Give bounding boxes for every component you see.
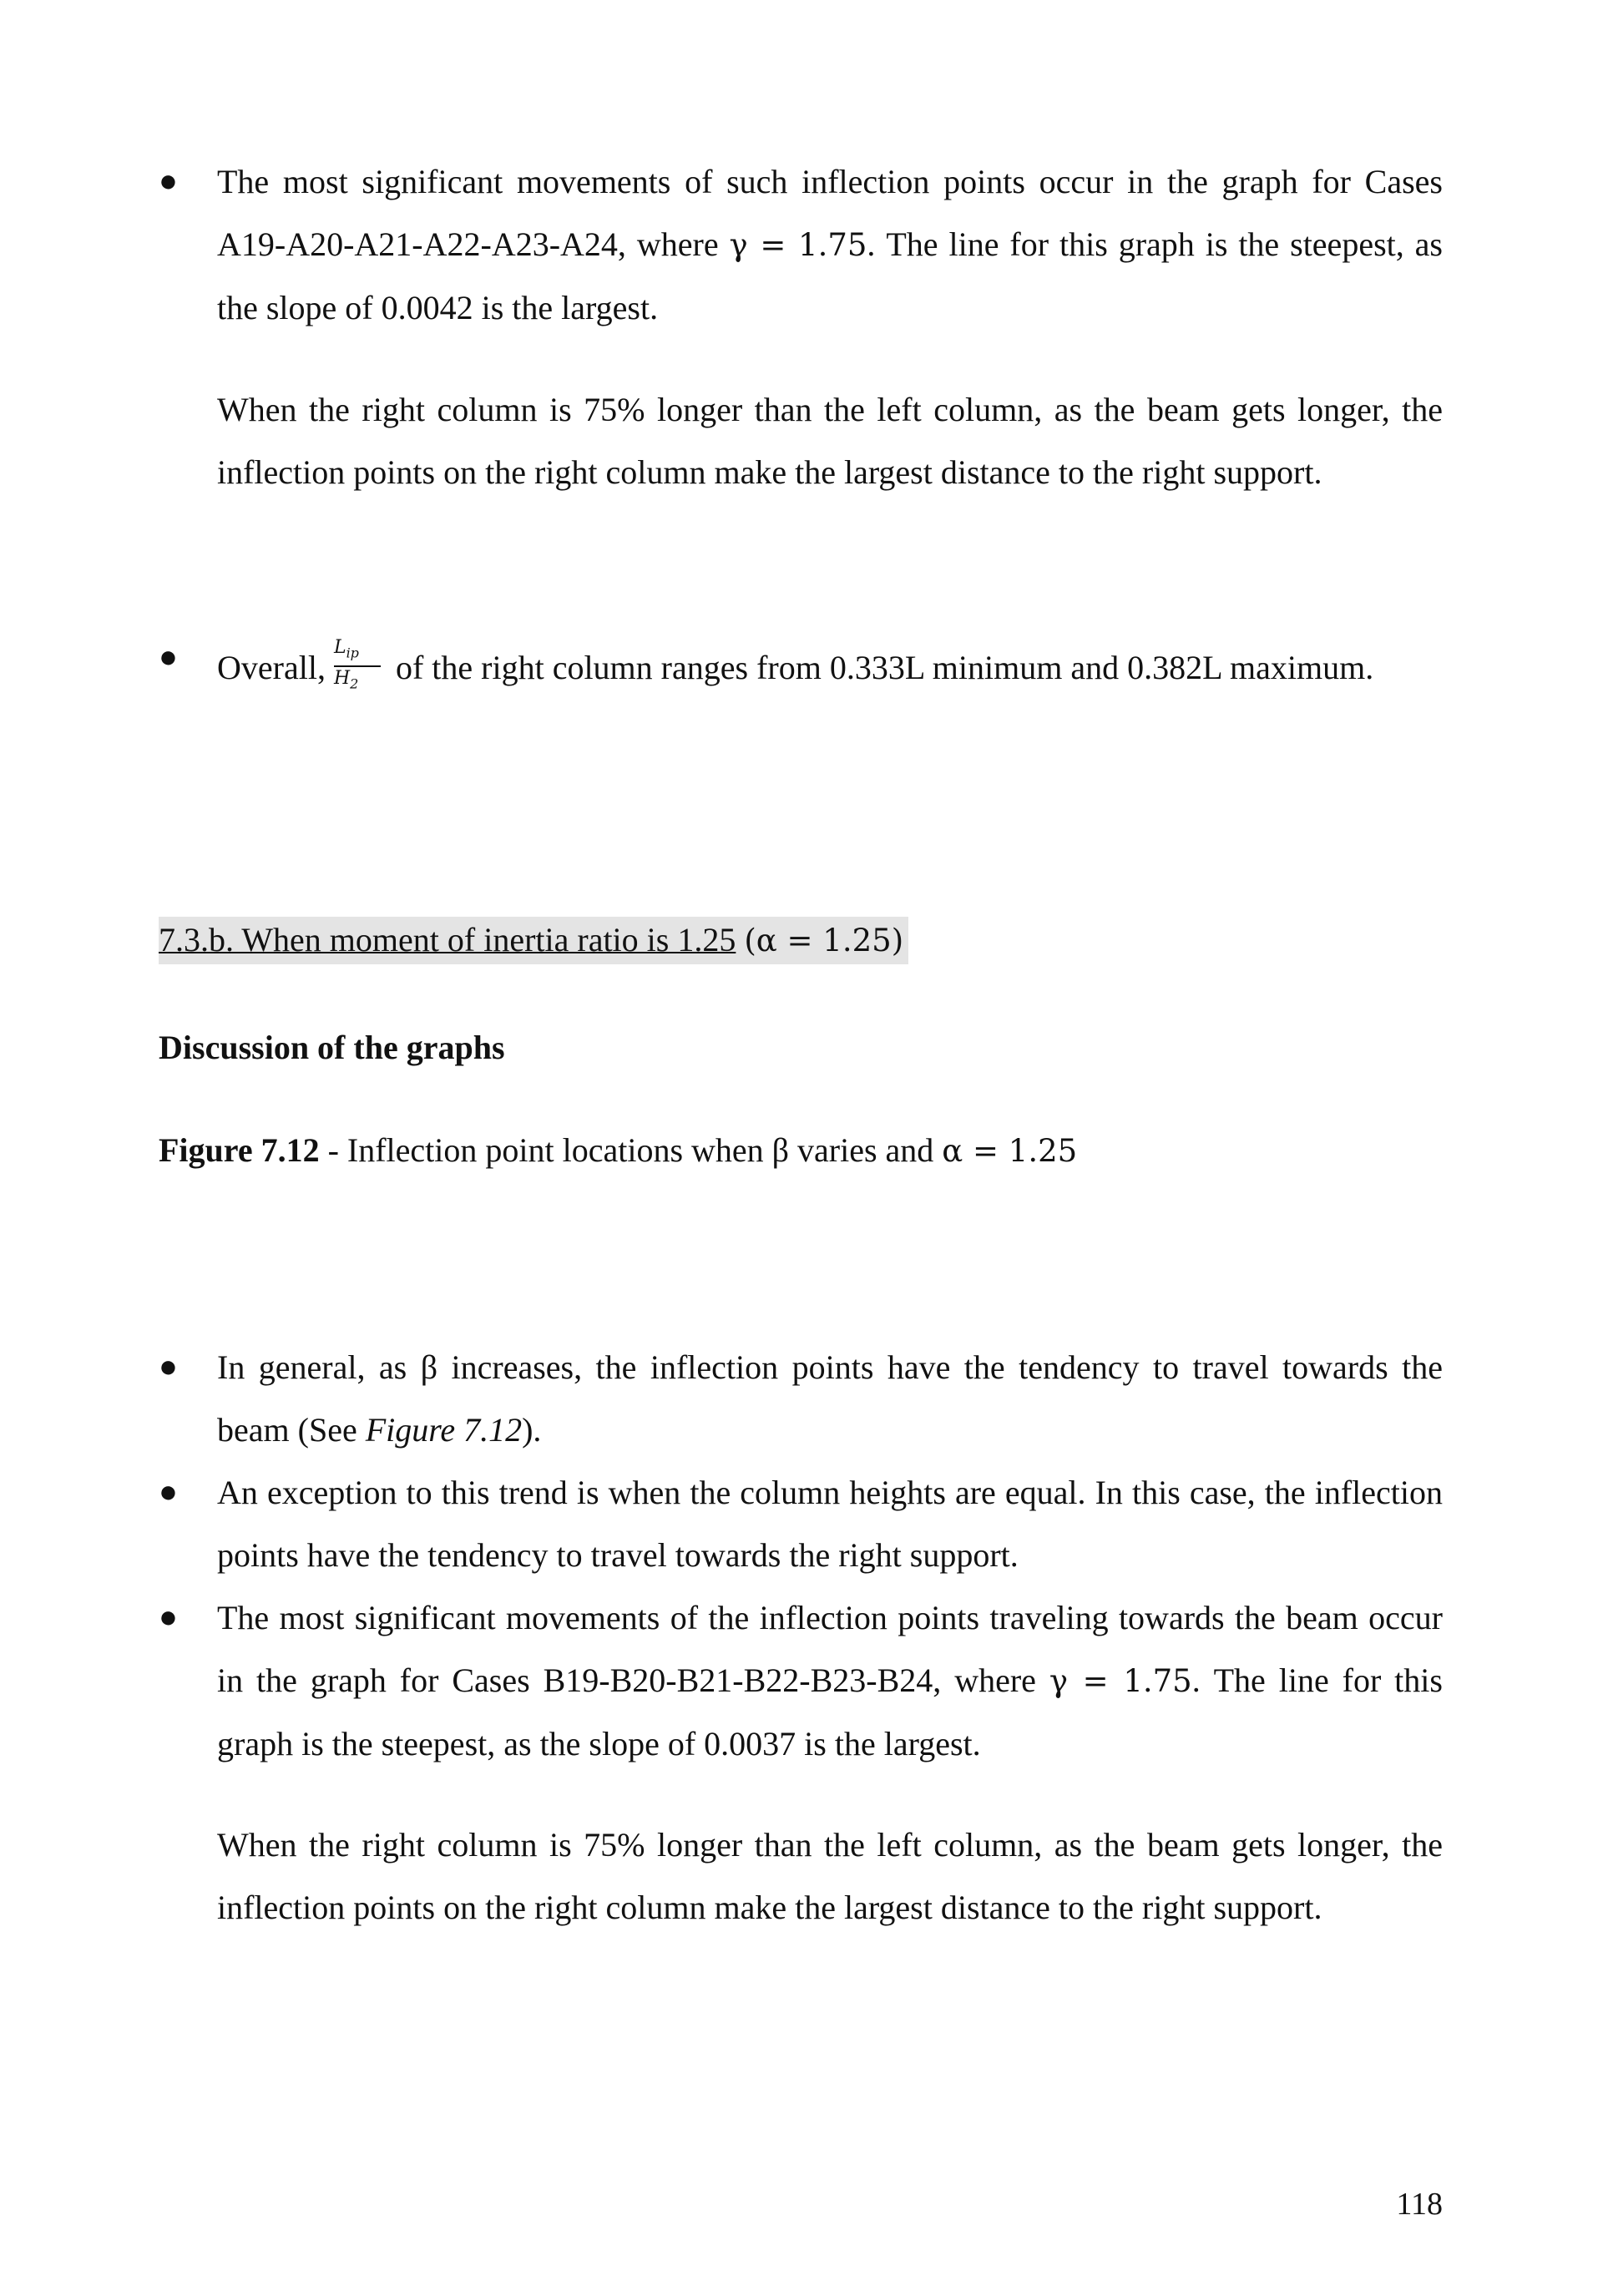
figure-caption xyxy=(159,1125,1077,1176)
text-segment: of the right column ranges from 0.333L minimum and 0.382L maximum. xyxy=(395,649,1374,686)
text-segment: The most significant movements of such inflection points occur in the graph for Cases A19-A20-A21-A22-A23-A24, where xyxy=(217,163,1443,263)
section-heading-text: 7.3.b. When moment of inertia ratio is 1.25 xyxy=(159,921,736,958)
fraction-numerator-subscript: ip xyxy=(346,645,359,661)
paragraph-right-column-longer-b: When the right column is 75% longer than the left column, as the beam gets longer, the inflection points on the right column make the largest distance to the right support. xyxy=(217,1826,1443,1926)
text-segment: . The line for this graph is the steepest, as the slope of 0.0037 is the largest. xyxy=(217,1661,1443,1762)
text-segment: . The line for this graph is the steepest, as the slope of 0.0042 is the largest. xyxy=(217,225,1444,326)
bullet-marker: ● xyxy=(159,1474,178,1510)
paragraph-beta-increases xyxy=(217,1336,1443,1461)
section-heading-math: (α = 1.25) xyxy=(744,923,904,958)
text-segment: ). xyxy=(522,1411,542,1449)
paragraph-inflection-movements-b xyxy=(217,1586,1443,1775)
bullet-marker: ● xyxy=(159,1600,178,1635)
section-heading xyxy=(159,917,908,964)
fraction-denominator: H xyxy=(333,667,351,689)
fraction-numerator: L xyxy=(333,637,346,659)
figure-reference: Figure 7.12 xyxy=(365,1411,523,1449)
figure-label: Figure 7.12 xyxy=(159,1131,320,1169)
math-gamma: γ = 1.75 xyxy=(1049,1663,1192,1699)
fraction-denominator-subscript: 2 xyxy=(350,675,359,692)
bullet-marker: ● xyxy=(159,1349,178,1384)
text-segment: Overall, xyxy=(217,649,326,686)
caption-text: - Inflection point locations when β varies and xyxy=(319,1131,943,1169)
caption-math: α = 1.25 xyxy=(942,1133,1078,1169)
text-segment: In general, as β increases, the inflection points have the tendency to travel towards the beam (See xyxy=(217,1348,1443,1449)
page-number: 118 xyxy=(1396,2187,1443,2222)
paragraph-exception: An exception to this trend is when the column heights are equal. In this case, the inflection points have the tendency to travel towards the right support. xyxy=(217,1474,1443,1574)
text-segment: The most significant movements of the inflection points traveling towards the beam occur in the graph for Cases B19-B20-B21-B22-B23-B24, where xyxy=(217,1599,1443,1699)
paragraph-overall-range xyxy=(217,626,1443,710)
fraction-bar xyxy=(334,665,381,667)
math-gamma: γ = 1.75 xyxy=(729,227,867,263)
paragraph-right-column-longer-a: When the right column is 75% longer than the left column, as the beam gets longer, the inflection points on the right column make the largest distance to the right support. xyxy=(217,391,1443,491)
discussion-heading: Discussion of the graphs xyxy=(159,1029,505,1066)
fraction-lip-over-h2 xyxy=(334,638,381,694)
paragraph-inflection-movements-a xyxy=(217,150,1443,339)
bullet-marker: ● xyxy=(159,640,178,675)
bullet-marker: ● xyxy=(159,164,178,199)
